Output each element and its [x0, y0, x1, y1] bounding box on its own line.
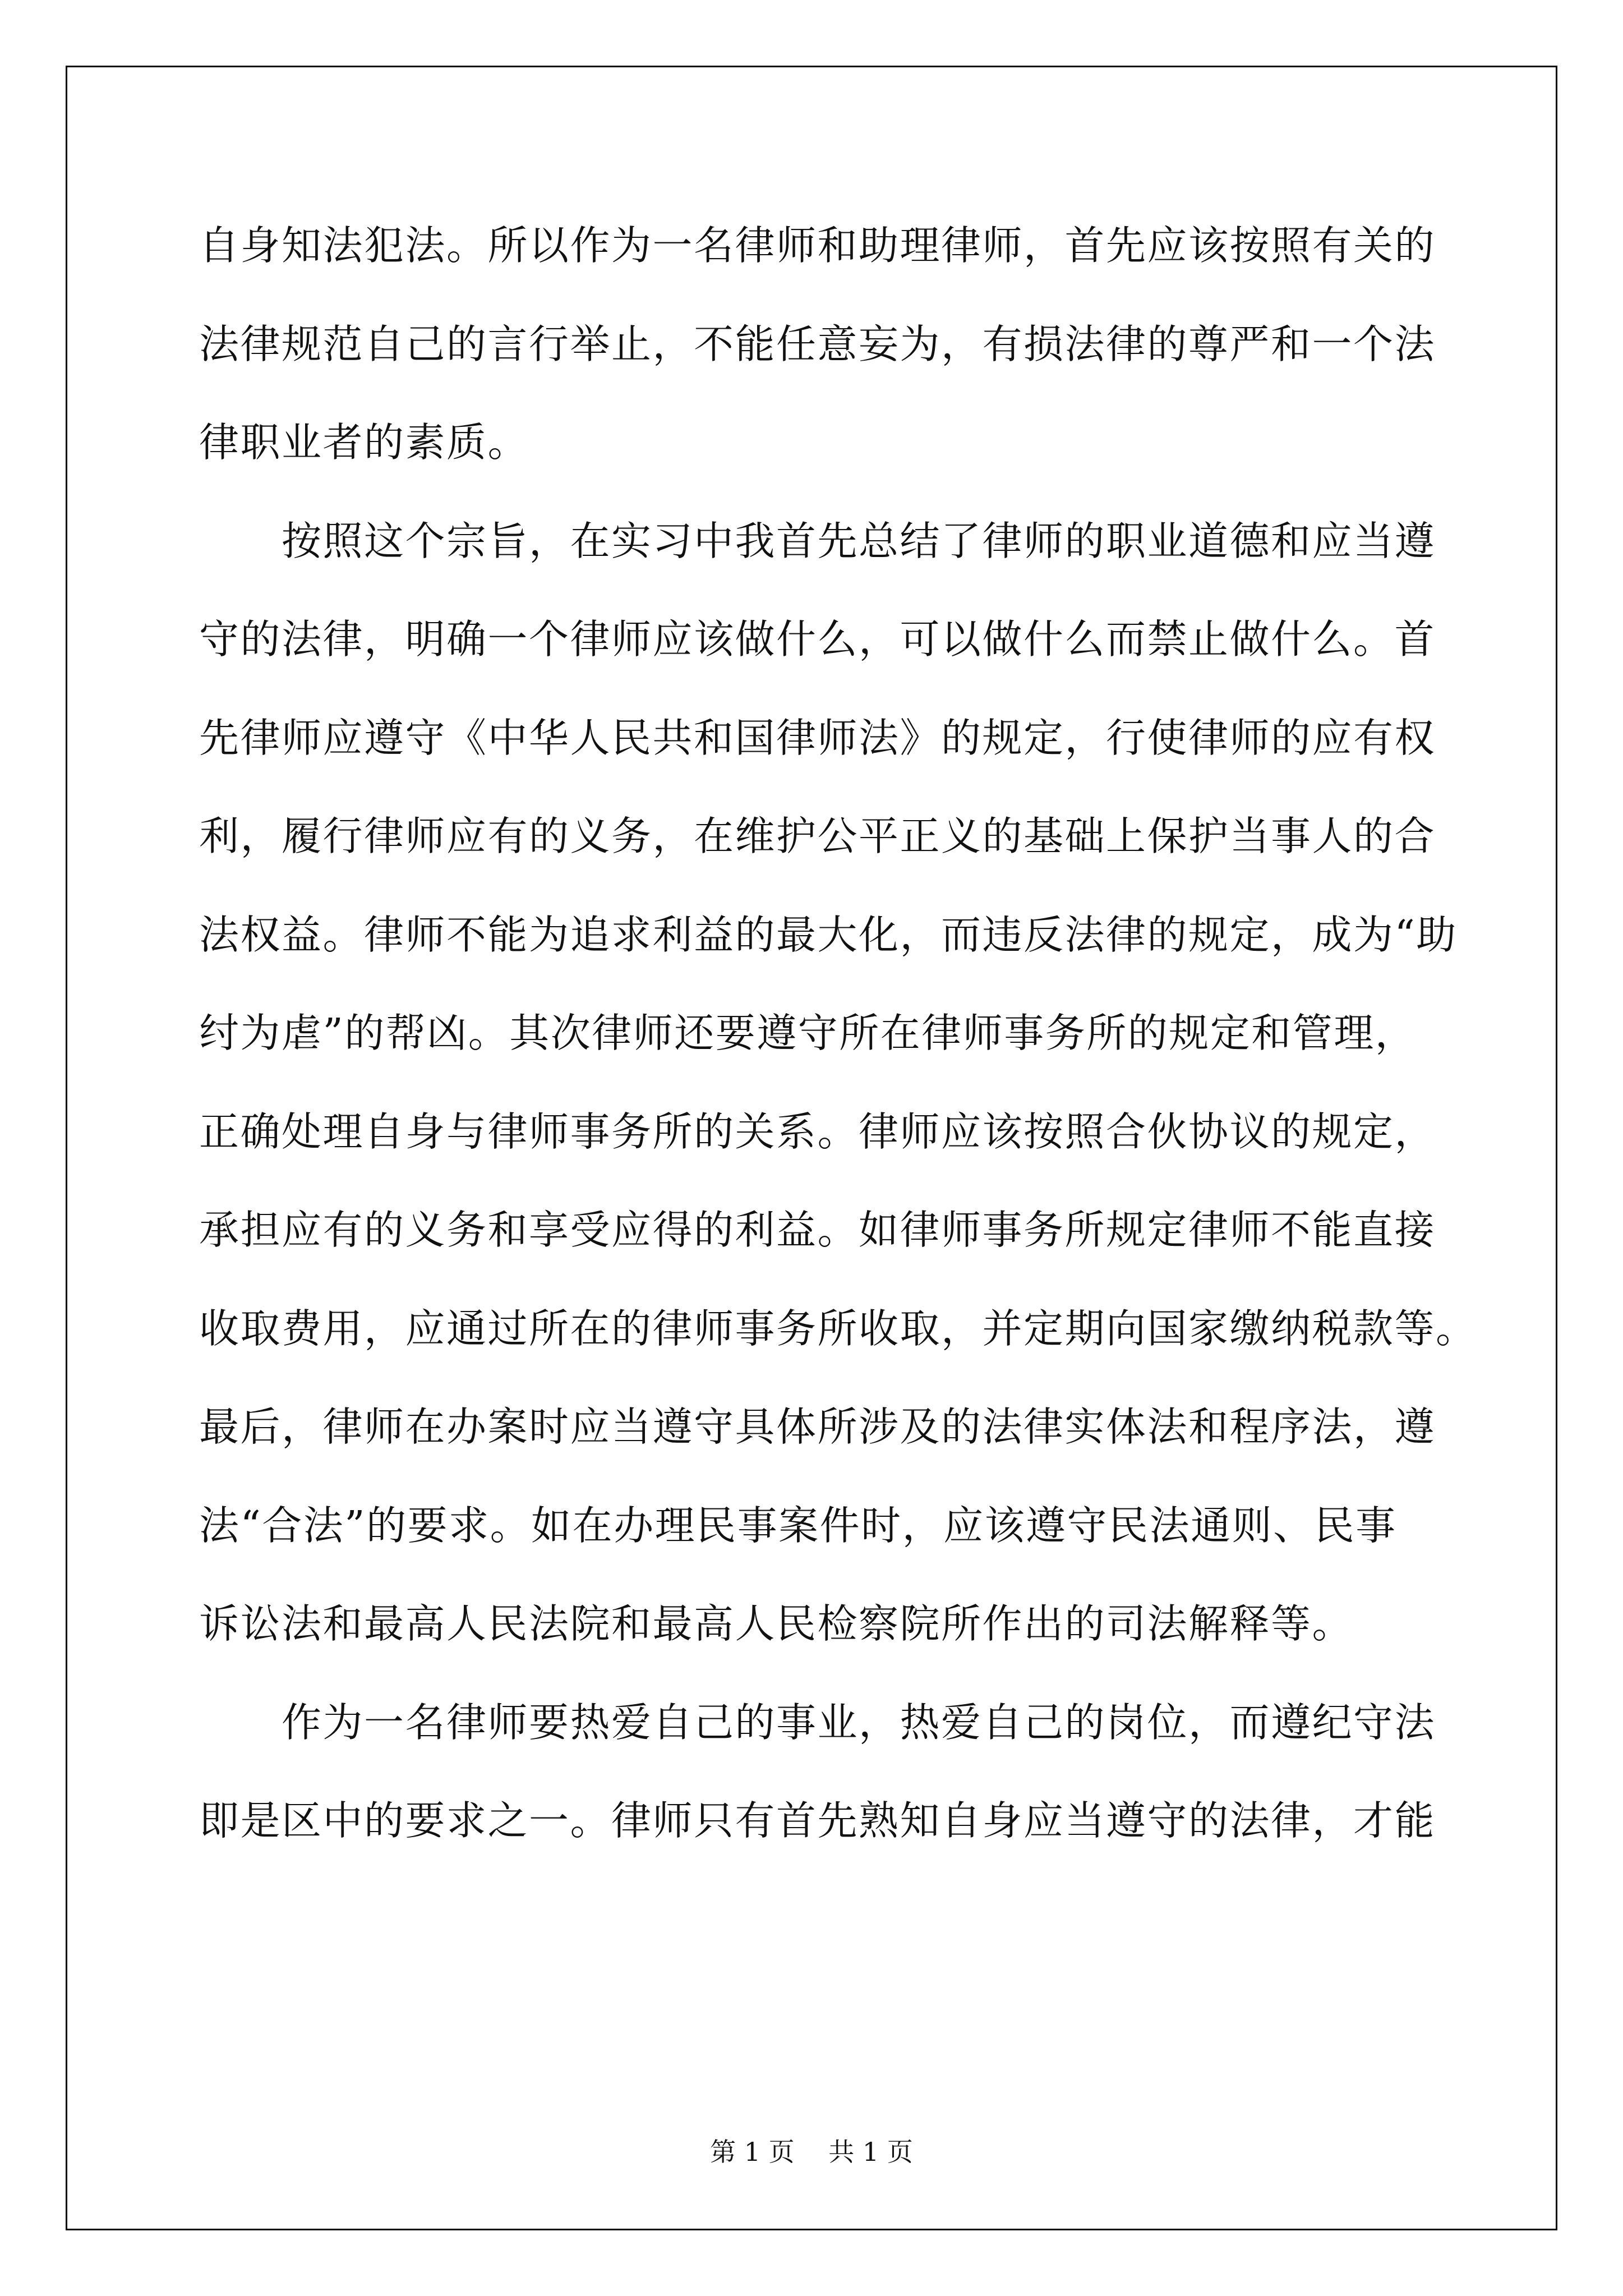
text-line: 法权益。律师不能为追求利益的最大化，而违反法律的规定，成为“助: [199, 911, 1458, 958]
text-line: 律职业者的素质。: [199, 419, 529, 466]
text-line: 作为一名律师要热爱自己的事业，热爱自己的岗位，而遵纪守法: [199, 1699, 1436, 1746]
text-line: 法律规范自己的言行举止，不能任意妄为，有损法律的尊严和一个法: [199, 320, 1436, 367]
text-line: 按照这个宗旨，在实习中我首先总结了律师的职业道德和应当遵: [199, 517, 1436, 564]
paragraph-1: [199, 196, 1436, 492]
text-line: 即是区中的要求之一。律师只有首先熟知自身应当遵守的法律，才能: [199, 1797, 1436, 1844]
text-line: 纣为虐”的帮凶。其次律师还要遵守所在律师事务所的规定和管理，: [199, 1010, 1417, 1056]
text-line: 最后，律师在办案时应当遵守具体所涉及的法律实体法和程序法，遵: [199, 1404, 1436, 1450]
text-line: 法“合法”的要求。如在办理民事案件时，应该遵守民法通则、民事: [199, 1502, 1397, 1549]
text-line: 守的法律，明确一个律师应该做什么，可以做什么而禁止做什么。首: [199, 616, 1436, 662]
text-line: 利，履行律师应有的义务，在维护公平正义的基础上保护当事人的合: [199, 813, 1436, 859]
text-line: 收取费用，应通过所在的律师事务所收取，并定期向国家缴纳税款等。: [199, 1305, 1477, 1352]
text-line: 自身知法犯法。所以作为一名律师和助理律师，首先应该按照有关的: [199, 222, 1436, 269]
paragraph-2: [199, 492, 1477, 1673]
text-line: 诉讼法和最高人民法院和最高人民检察院所作出的司法解释等。: [199, 1600, 1354, 1647]
text-line: 先律师应遵守《中华人民共和国律师法》的规定，行使律师的应有权: [199, 714, 1436, 761]
document-body: [199, 196, 1477, 1870]
text-line: 承担应有的义务和享受应得的利益。如律师事务所规定律师不能直接: [199, 1207, 1436, 1253]
text-line: 正确处理自身与律师事务所的关系。律师应该按照合伙协议的规定，: [199, 1108, 1436, 1155]
paragraph-3: [199, 1673, 1436, 1870]
page-footer: 第 1 页 共 1 页: [710, 2137, 913, 2167]
